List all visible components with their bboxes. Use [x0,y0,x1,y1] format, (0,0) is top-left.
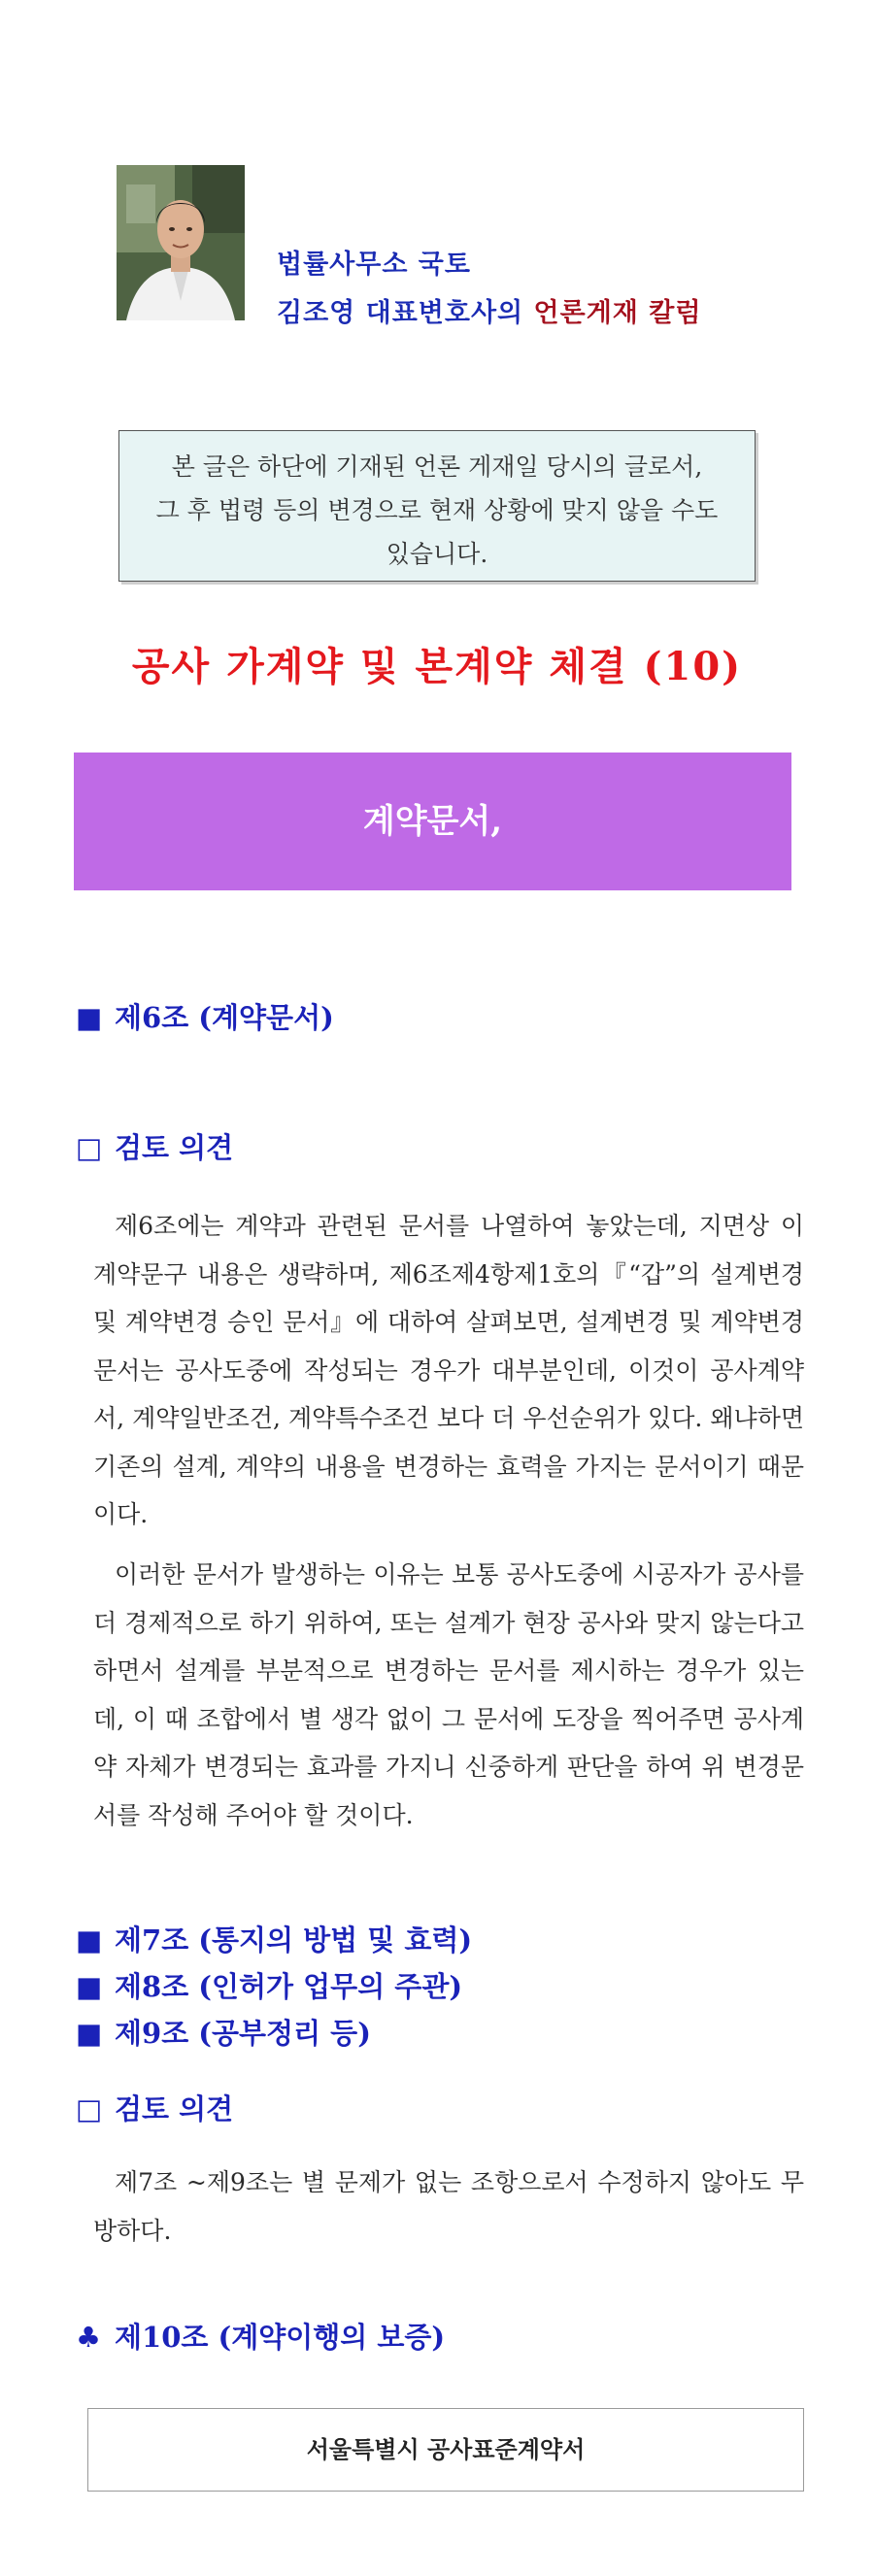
heading-text: 검토 의견 [115,1131,234,1164]
square-bullet-icon: ■ [76,2017,103,2050]
review2-heading [76,2090,233,2128]
heading-text: 제7조 (통지의 방법 및 효력) [115,1924,473,1957]
section-banner: 계약문서, [74,753,791,890]
review1-paragraph-2: 이러한 문서가 발생하는 이유는 보통 공사도중에 시공자가 공사를 더 경제적으로 하기 위하여, 또는 설계가 현장 공사와 맞지 않는다고 하면서 설계를 부분적으로 변경하는 문서를 제시하는 경우가 있는데, 이 때 조합에서 별 생각 없이 그 문서에 도장을 찍어주면 공사계약 자체가 변경되는 효과를 가지니 신중하게 판단을 하여 위 변경문서를 작성해 주어야 할 것이다. [93,1560,804,1829]
disclaimer-notice [118,430,756,582]
review1-paragraph-1: 제6조에는 계약과 관련된 문서를 나열하여 놓았는데, 지면상 이 계약문구 내용은 생략하며, 제6조제4항제1호의『“갑”의 설계변경 및 계약변경 승인 문서』에 대하여 살펴보면, 설계변경 및 계약변경문서는 공사도중에 작성되는 경우가 대부분인데, 이것이 공사계약서, 계약일반조건, 계약특수조건 보다 더 우선순위가 있다. 왜냐하면 기존의 설계, 계약의 내용을 변경하는 효력을 가지는 문서이기 때문이다. [93,1212,804,1528]
notice-line: 본 글은 하단에 기재된 언론 게재일 당시의 글로서, [171,452,703,481]
author-byline [277,291,701,329]
review1-heading [76,1128,233,1167]
heading-text: 제8조 (인허가 업무의 주관) [115,1970,463,2003]
notice-line: 있습니다. [386,540,488,568]
square-bullet-icon: ■ [76,1001,103,1034]
article6-heading [76,998,334,1037]
portrait-image [117,165,245,320]
article7-heading [76,1921,472,1959]
article8-heading [76,1967,462,2006]
article-title: 공사 가계약 및 본계약 체결 (10) [131,644,743,689]
heading-text: 제9조 (공부정리 등) [115,2017,371,2050]
heading-text: 제6조 (계약문서) [115,1001,334,1034]
heading-text: 제10조 (계약이행의 보증) [115,2321,446,2354]
square-bullet-icon: ■ [76,1924,103,1957]
article9-heading [76,2014,371,2053]
review2-paragraph: 제7조 ~제9조는 별 문제가 없는 조항으로서 수정하지 않아도 무방하다. [93,2168,804,2245]
square-bullet-icon: ■ [76,1970,103,2003]
author-photo [117,165,245,320]
firm-name: 법률사무소 국토 [277,250,471,280]
author-name: 김조영 대표변호사의 [277,298,534,328]
empty-square-icon: □ [76,2092,103,2125]
contract-title-box: 서울특별시 공사표준계약서 [87,2408,804,2492]
article10-heading [76,2318,445,2357]
column-label: 언론게재 칼럼 [533,298,702,328]
club-suit-icon: ♣ [76,2321,101,2354]
heading-text: 검토 의견 [115,2092,234,2125]
notice-line: 그 후 법령 등의 변경으로 현재 상황에 맞지 않을 수도 [155,496,719,524]
empty-square-icon: □ [76,1131,103,1164]
